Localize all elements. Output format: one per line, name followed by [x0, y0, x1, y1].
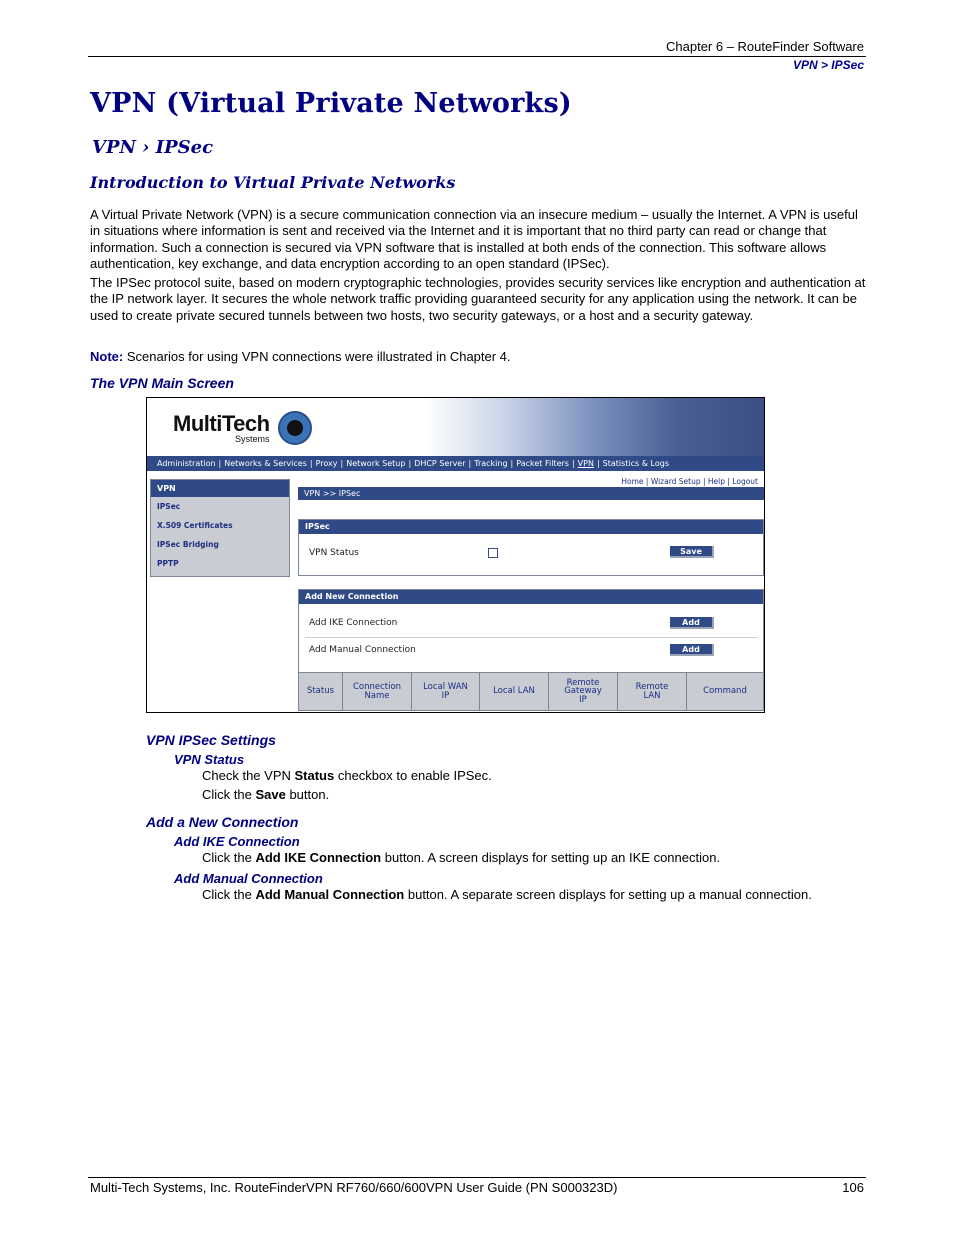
- nav-proxy[interactable]: Proxy: [315, 459, 338, 468]
- add-ike-text: Click the Add IKE Connection button. A screen displays for setting up an IKE connection.: [202, 850, 721, 865]
- save-button[interactable]: Save: [670, 546, 714, 558]
- add-ike-label: Add IKE Connection: [309, 618, 398, 628]
- vpn-main-screenshot: [146, 397, 765, 713]
- top-links[interactable]: Home | Wizard Setup | Help | Logout: [621, 477, 758, 486]
- side-menu: [150, 479, 290, 577]
- connection-table-header: [299, 672, 763, 710]
- row-divider: [305, 637, 757, 638]
- page-number: 106: [842, 1180, 864, 1195]
- screen-heading: The VPN Main Screen: [90, 375, 234, 391]
- ipsec-panel: [298, 519, 764, 576]
- add-ike-button[interactable]: Add: [670, 617, 714, 629]
- vpn-status-checkbox[interactable]: [488, 548, 498, 558]
- logo-text: MultiTech: [173, 411, 270, 436]
- nav-administration[interactable]: Administration: [157, 459, 216, 468]
- settings-heading: VPN IPSec Settings: [146, 732, 276, 748]
- vpn-status-line-2: Click the Save button.: [202, 787, 330, 802]
- nav-tracking[interactable]: Tracking: [474, 459, 508, 468]
- breadcrumb: VPN >> IPSec: [298, 487, 764, 500]
- col-local-wan-ip: Local WAN IP: [412, 673, 480, 710]
- side-menu-title: VPN: [151, 480, 289, 497]
- intro-paragraph-1: A Virtual Private Network (VPN) is a secure communication connection via an insecure medium – usually the Internet. A VPN is useful in situations where information is sent and received via the Internet and it is important that no third party can read or change that information. Such a connection is secured via VPN software that is installed at both ends of the connection. This software allows authentication, key exchange, and data encryption according to an open standard (IPSec).: [90, 207, 858, 271]
- side-item-ipsec-bridging[interactable]: IPSec Bridging: [157, 540, 219, 549]
- section-title: VPN › IPSec: [92, 137, 214, 158]
- col-local-lan: Local LAN: [480, 673, 549, 710]
- add-new-heading: Add a New Connection: [146, 814, 299, 830]
- note-label: Note:: [90, 349, 124, 364]
- col-command: Command: [703, 686, 747, 697]
- vpn-status-heading: VPN Status: [174, 752, 245, 767]
- add-manual-label: Add Manual Connection: [309, 645, 416, 655]
- side-item-x509[interactable]: X.509 Certificates: [157, 521, 233, 530]
- add-manual-button[interactable]: Add: [670, 644, 714, 656]
- add-panel-title: Add New Connection: [299, 590, 763, 604]
- logo-sub: Systems: [235, 434, 270, 444]
- header-chapter: Chapter 6 – RouteFinder Software: [666, 39, 864, 54]
- col-remote-gateway-ip: Remote Gateway IP: [549, 673, 618, 710]
- add-ike-heading: Add IKE Connection: [174, 834, 300, 849]
- note: [90, 349, 511, 364]
- col-status: Status: [299, 673, 343, 710]
- add-manual-text: Click the Add Manual Connection button. A separate screen displays for setting up a manual connection.: [202, 887, 812, 902]
- ipsec-panel-title: IPSec: [299, 520, 763, 534]
- intro-paragraph-2: The IPSec protocol suite, based on modern cryptographic technologies, provides security services like encryption and authentication at the IP network layer. It secures the whole network traffic providing guaranteed security for any application using the network. It can be used to create private secured tunnels between two hosts, two security gateways, or a host and a security gateway.: [90, 275, 866, 323]
- col-connection-name: Connection Name: [343, 673, 412, 710]
- intro-heading: Introduction to Virtual Private Networks: [90, 173, 456, 192]
- col-remote-lan: Remote LAN: [618, 673, 687, 710]
- side-item-pptp[interactable]: PPTP: [157, 559, 179, 568]
- nav-statistics-logs[interactable]: Statistics & Logs: [602, 459, 669, 468]
- nav-packet-filters[interactable]: Packet Filters: [516, 459, 569, 468]
- nav-dhcp-server[interactable]: DHCP Server: [414, 459, 466, 468]
- nav-network-setup[interactable]: Network Setup: [346, 459, 406, 468]
- footer-rule: [88, 1177, 866, 1178]
- page-title: VPN (Virtual Private Networks): [90, 88, 572, 119]
- logo-ball-icon: [278, 411, 312, 445]
- nav-networks-services[interactable]: Networks & Services: [224, 459, 307, 468]
- note-text: Scenarios for using VPN connections were illustrated in Chapter 4.: [123, 349, 511, 364]
- header-rule: [88, 56, 866, 57]
- banner: [147, 398, 764, 456]
- add-manual-heading: Add Manual Connection: [174, 871, 323, 886]
- add-connection-panel: [298, 589, 764, 711]
- vpn-status-label: VPN Status: [309, 548, 359, 558]
- nav-vpn[interactable]: VPN: [577, 459, 594, 468]
- header-section: VPN > IPSec: [792, 58, 864, 72]
- footer-text: Multi-Tech Systems, Inc. RouteFinderVPN RF760/660/600VPN User Guide (PN S000323D): [90, 1180, 618, 1195]
- top-nav: Administration | Networks & Services | Proxy | Network Setup | DHCP Server | Tracking | Packet Filters | VPN | Statistics & Logs: [147, 456, 764, 471]
- side-item-ipsec[interactable]: IPSec: [157, 502, 181, 511]
- vpn-status-line-1: Check the VPN Status checkbox to enable IPSec.: [202, 768, 492, 783]
